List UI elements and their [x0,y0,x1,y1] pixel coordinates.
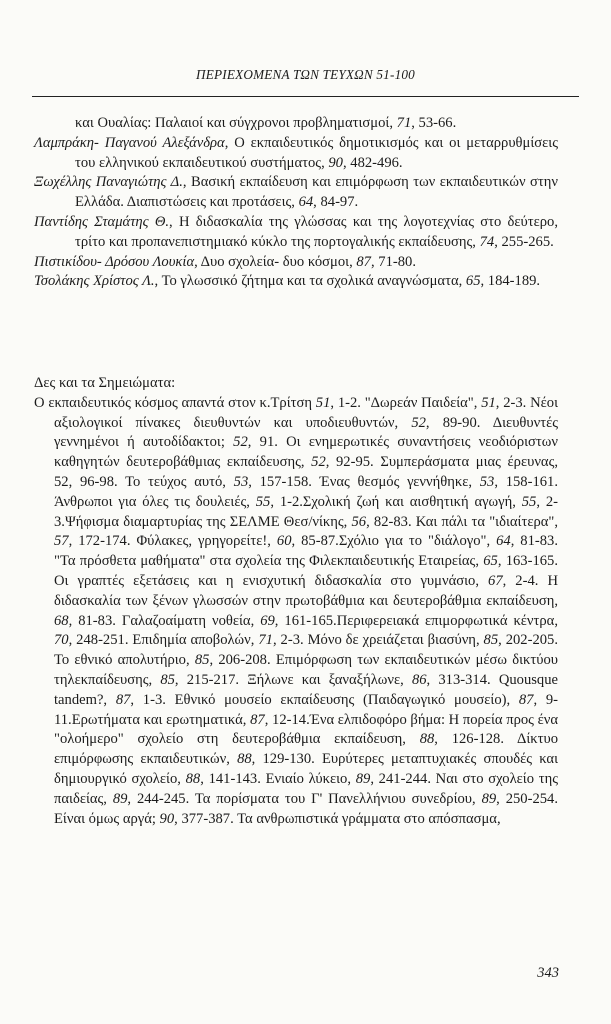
text-segment: , Ο εκπαιδευτικός δημοτικισμός και οι μεταρρυθμίσεις του ελληνικού εκπαιδευτικού συστήματος, [75,134,558,171]
text-segment: , 1-2. "Δωρεάν Παιδεία", [330,394,482,411]
text-segment: , 161-165.Περιφερειακά επιμορφωτικά κέντρα, [274,612,558,629]
text-segment: , Η διδασκαλία της γλώσσας και της λογοτεχνίας στο δεύτερο, τρίτο και προπανεπιστημιακό κύκλο της πορτογαλικής εκπαίδευσης, [75,213,558,250]
text-segment: , 12-14.Ένα ελπιδοφόρο βήμα: Η πορεία προς ένα "ολοήμερο" σχολείο στη δευτεροβάθμια εκπαίδευση, [54,711,558,748]
italic-segment: Τσολάκης Χρίστος Λ. [34,273,155,290]
author-entry [34,253,558,273]
italic-segment: 85 [483,632,499,649]
italic-segment: 87 [250,711,265,728]
italic-segment: 89 [481,790,497,807]
text-segment: , 2-4. Η διδασκαλία των ξένων γλωσσών στην πρωτοβάθμια και δευτεροβάθμια εκπαίδευση, [54,572,558,609]
italic-segment: 69 [260,612,275,629]
italic-segment: 87 [356,253,371,270]
italic-segment: 87 [115,691,131,708]
text-segment: , Βασική εκπαίδευση και επιμόρφωση των εκπαιδευτικών στην Ελλάδα. Διαπιστώσεις και προτάσεις, [75,174,558,211]
author-entry [34,134,558,174]
text-segment: , 85-87.Σχόλιο για το "διάλογο", [291,533,497,550]
italic-segment: 55 [255,493,271,510]
text-segment: , 377-387. Τα ανθρωπιστικά γράμματα στο απόσπασμα, [174,810,501,827]
italic-segment: 89 [112,790,128,807]
text-segment: , 9-11.Ερωτήματα και ερωτηματικά, [54,691,558,728]
italic-segment: 57 [54,533,69,550]
text-segment: , Το γλωσσικό ζήτημα και τα σχολικά αναγνώσματα, [154,273,466,290]
italic-segment: 65 [465,273,481,290]
notes-entry [34,394,558,830]
text-segment: , 81-83. Γαλαζοαίματη νοθεία, [68,612,261,629]
text-segment: , 82-83. Και πάλι τα "ιδιαίτερα", [366,513,558,530]
text-segment: , 215-217. Ξήλωνε και ξαναξήλωνε, [174,671,412,688]
text-segment: , 482-496. [342,154,403,171]
italic-segment: 74 [479,233,495,250]
italic-segment: 65 [483,553,498,570]
italic-segment: 88 [185,770,201,787]
text-segment: , 163-165. Οι γραπτές εξετάσεις και η ενισχυτική διδασκαλία στο γυμνάσιο, [54,553,558,589]
italic-segment: 71 [258,632,273,649]
italic-segment: 53 [479,473,495,490]
italic-segment: 52 [411,414,426,431]
text-segment: , 1-2.Σχολική ζωή και αισθητική αγωγή, [270,493,522,510]
italic-segment: 55 [521,493,537,510]
notes-block [34,374,558,829]
text-segment: , 81-83. "Τα πρόσθετα μαθήματα" στα σχολεία της Φιλεκπαιδευτικής Εταιρείας, [54,533,559,570]
italic-segment: Παντίδης Σταμάτης Θ. [34,213,170,230]
italic-segment: 64 [298,194,314,211]
text-segment: , 2-3. Νέοι αξιολογικοί πίνακες διευθυντών και υποδιευθυντών, [54,394,558,431]
text-segment: Ο εκπαιδευτικός κόσμος απαντά στον κ.Τρίτση [34,394,316,411]
italic-segment: 70 [54,632,69,649]
author-entry [34,173,558,213]
text-segment: , 313-314. Quousque tandem?, [54,671,558,708]
see-also-label: Δες και τα Σημειώματα: [34,375,176,391]
italic-segment: 51 [315,394,331,411]
italic-segment: Πιστικίδου- Δρόσου Λουκία [34,253,195,270]
text-segment: , 1-3. Εθνικό μουσείο εκπαίδευσης (Παιδαγωγικό μουσείο), [130,691,519,708]
italic-segment: 85 [160,671,175,688]
text-segment: , 244-245. Τα πορίσματα του Γ' Πανελλήνιου συνεδρίου, [127,790,482,807]
text-segment: , 172-174. Φύλακες, γρηγορείτε!, [68,533,277,550]
text-segment: , 53-66. [411,115,457,131]
text-segment: , 241-244. Ναι στο σχολείο της παιδείας, [54,770,559,807]
continued-entry [34,114,558,134]
italic-segment: 87 [518,691,534,708]
italic-segment: 51 [481,394,496,411]
author-entry-list [34,134,558,292]
text-segment: , 158-161. Άνθρωποι για όλες τις δουλειές, [54,473,559,510]
text-segment: , 129-130. Ευρύτερες μεταπτυχιακές σπουδές και δημιουργικό σχολείο, [54,751,558,787]
text-segment: , 2-3.Ψήφισμα διαμαρτυρίας της ΣΕΛΜΕ Θεσ/νίκης, [54,493,558,530]
italic-segment: 64 [496,533,511,550]
italic-segment: 60 [276,533,292,550]
text-segment: , 91. Οι ενημερωτικές συναντήσεις νεοδιόριστων καθηγητών δευτεροβάθμιας εκπαίδευσης, [54,434,558,471]
italic-segment: 52 [311,454,326,471]
italic-segment: 71 [396,115,412,131]
italic-segment: 85 [194,652,210,669]
italic-segment: Ξωχέλλης Παναγιώτης Δ. [34,174,183,191]
text-segment: , 248-251. Επιδημία αποβολών, [68,632,259,649]
italic-segment: 88 [237,751,252,768]
italic-segment: 89 [355,770,371,787]
italic-segment: 67 [488,572,503,589]
italic-segment: 56 [351,513,367,530]
text-segment: , 255-265. [494,233,554,250]
running-header: ΠΕΡΙΕΧΟΜΕΝΑ ΤΩΝ ΤΕΥΧΩΝ 51-100 [196,67,415,82]
italic-segment: 68 [54,612,69,629]
text-segment: , 126-128. Δίκτυο επιμόρφωσης εκπαιδευτικών, [54,731,558,768]
italic-segment: 86 [411,671,427,688]
text-segment: , 92-95. Συμπεράσματα μιας έρευνας, 52, 96-98. Το τεύχος αυτό, [54,454,558,490]
text-segment: , 84-97. [313,194,359,211]
text-segment: , 184-189. [480,273,541,290]
text-segment: , 202-205. Το εθνικό απολυτήριο, [54,632,558,669]
italic-segment: 88 [419,731,435,748]
index-entries-block [34,114,558,292]
author-entry [34,213,558,253]
header-rule [32,96,579,97]
italic-segment: Λαμπράκη- Παγανού Αλεξάνδρα [34,134,225,151]
text-segment: , 2-3. Μόνο δε χρειάζεται βιασύνη, [272,632,484,649]
author-entry [34,272,558,292]
text-segment: , 71-80. [370,253,416,270]
italic-segment: 53 [233,473,249,490]
text-segment: και Ουαλίας: Παλαιοί και σύγχρονοι προβληματισμοί, [75,115,397,131]
italic-segment: 90 [159,810,175,827]
text-segment: , Δυο σχολεία- δυο κόσμοι, [194,253,357,270]
text-segment: , 141-143. Ενιαίο λύκειο, [200,770,356,787]
page-number: 343 [537,965,559,981]
italic-segment: 52 [233,434,248,451]
italic-segment: 90 [328,154,343,171]
text-segment: , 89-90. Διευθυντές γεννημένοι ή αυτοδίδακτοι; [54,414,558,451]
text-segment: , 250-254. Είναι όμως αργά; [54,790,558,827]
text-segment: , 157-158. Ένας θεσμός γεννήθηκε, [248,473,480,490]
text-segment: , 206-208. Επιμόρφωση των εκπαιδευτικών μέσω δικτύου τηλεκπαίδευσης, [54,652,559,688]
